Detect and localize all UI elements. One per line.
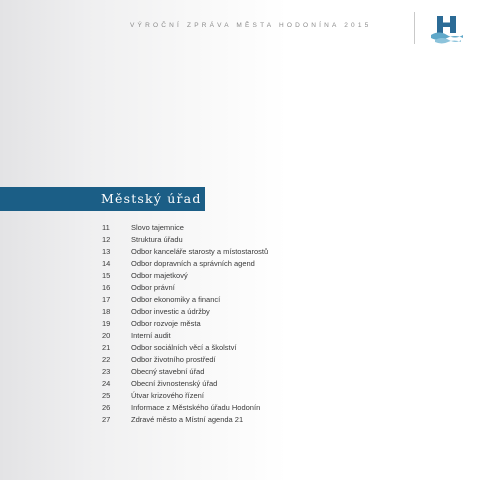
- toc-item-label: Zdravé město a Místní agenda 21: [131, 414, 244, 424]
- toc-item-label: Odbor sociálních věcí a školství: [131, 342, 237, 352]
- toc-item-label: Odbor dopravních a správních agend: [131, 258, 255, 268]
- toc-item-label: Informace z Městského úřadu Hodonín: [131, 402, 261, 412]
- toc-item-label: Odbor životního prostředí: [131, 354, 216, 364]
- toc-item[interactable]: [102, 401, 422, 413]
- report-title: VÝROČNÍ ZPRÁVA MĚSTA HODONÍNA 2015: [130, 22, 372, 29]
- toc-item[interactable]: [102, 245, 422, 257]
- toc-item[interactable]: [102, 305, 422, 317]
- toc-item-label: Struktura úřadu: [131, 234, 183, 244]
- toc-item[interactable]: [102, 341, 422, 353]
- toc-page-number: 27: [102, 414, 111, 424]
- toc-page-number: 23: [102, 366, 111, 376]
- toc-item[interactable]: [102, 389, 422, 401]
- toc-page-number: 14: [102, 258, 111, 268]
- hodonin-h-logo-icon: [430, 14, 464, 44]
- toc-item[interactable]: [102, 413, 422, 425]
- toc-page-number: 21: [102, 342, 111, 352]
- toc-page-number: 19: [102, 318, 111, 328]
- toc-page-number: 12: [102, 234, 111, 244]
- toc-item[interactable]: [102, 293, 422, 305]
- toc-item-label: Odbor právní: [131, 282, 175, 292]
- toc-page-number: 22: [102, 354, 111, 364]
- toc-item-label: Obecný stavební úřad: [131, 366, 205, 376]
- toc-item-label: Interní audit: [131, 330, 171, 340]
- toc-page-number: 16: [102, 282, 111, 292]
- toc-item[interactable]: [102, 317, 422, 329]
- toc-page-number: 17: [102, 294, 111, 304]
- toc-item-label: Odbor investic a údržby: [131, 306, 210, 316]
- toc-item[interactable]: [102, 365, 422, 377]
- toc-item[interactable]: [102, 257, 422, 269]
- toc-item-label: Odbor ekonomiky a financí: [131, 294, 221, 304]
- toc-item[interactable]: [102, 353, 422, 365]
- section-title: Městský úřad: [101, 191, 202, 206]
- toc-page-number: 20: [102, 330, 111, 340]
- toc-item-label: Útvar krizového řízení: [131, 390, 204, 400]
- toc-item[interactable]: [102, 281, 422, 293]
- toc-page-number: 26: [102, 402, 111, 412]
- toc-page-number: 25: [102, 390, 111, 400]
- toc-item[interactable]: [102, 233, 422, 245]
- toc-page-number: 18: [102, 306, 111, 316]
- toc-page-number: 24: [102, 378, 111, 388]
- toc-page-number: 13: [102, 246, 111, 256]
- table-of-contents: [102, 221, 422, 425]
- toc-item[interactable]: [102, 269, 422, 281]
- toc-item[interactable]: [102, 377, 422, 389]
- toc-page-number: 15: [102, 270, 111, 280]
- toc-item[interactable]: [102, 221, 422, 233]
- toc-item-label: Odbor kanceláře starosty a místostarostů: [131, 246, 269, 256]
- toc-item-label: Obecní živnostenský úřad: [131, 378, 218, 388]
- toc-item-label: Slovo tajemnice: [131, 222, 184, 232]
- section-heading-band: [0, 187, 205, 211]
- toc-item-label: Odbor rozvoje města: [131, 318, 201, 328]
- header-divider: [414, 12, 415, 44]
- toc-item[interactable]: [102, 329, 422, 341]
- toc-page-number: 11: [102, 222, 110, 232]
- toc-item-label: Odbor majetkový: [131, 270, 188, 280]
